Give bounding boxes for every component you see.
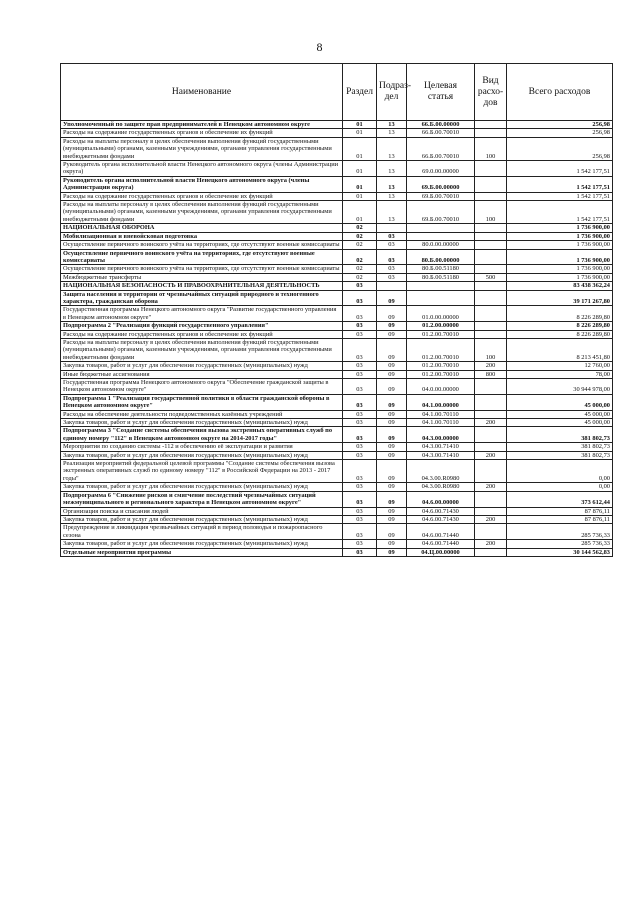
row-name-cell: Предупреждение и ликвидация чрезвычайных ситуаций в период половодья и пожароопасного сезона [61, 524, 343, 540]
table-row [61, 362, 613, 370]
table-row [61, 137, 613, 160]
row-section-cell: 02 [343, 273, 377, 281]
row-kind-cell [475, 507, 507, 515]
row-article-cell: 04.6.00.71440 [407, 540, 475, 548]
row-section-cell: 03 [343, 427, 377, 443]
row-section-cell: 03 [343, 460, 377, 483]
row-kind-cell [475, 460, 507, 483]
row-kind-cell [475, 322, 507, 330]
row-kind-cell: 200 [475, 419, 507, 427]
row-kind-cell [475, 427, 507, 443]
table-row [61, 338, 613, 361]
row-name-cell: Закупка товаров, работ и услуг для обеспечения государственных (муниципальных) нужд [61, 362, 343, 370]
table-row [61, 460, 613, 483]
row-kind-cell: 200 [475, 451, 507, 459]
row-kind-cell [475, 129, 507, 137]
row-article-cell: 69.0.00.00000 [407, 161, 475, 177]
row-section-cell: 03 [343, 290, 377, 306]
row-amount-cell: 1 736 900,00 [507, 273, 613, 281]
row-name-cell: Организация поиска и спасания людей [61, 507, 343, 515]
row-section-cell: 03 [343, 338, 377, 361]
row-kind-cell [475, 524, 507, 540]
row-article-cell: 04.1.00.70110 [407, 410, 475, 418]
row-article-cell: 69.Б.00.70010 [407, 201, 475, 224]
row-section-cell: 03 [343, 548, 377, 556]
row-amount-cell: 78,00 [507, 370, 613, 378]
row-section-cell: 03 [343, 362, 377, 370]
row-article-cell: 01.2.00.70010 [407, 338, 475, 361]
row-kind-cell [475, 443, 507, 451]
row-kind-cell: 200 [475, 515, 507, 523]
row-section-cell: 03 [343, 394, 377, 410]
row-amount-cell: 45 000,00 [507, 394, 613, 410]
table-row [61, 290, 613, 306]
row-article-cell: 04.3.00.71410 [407, 443, 475, 451]
row-amount-cell: 1 542 177,51 [507, 192, 613, 200]
row-article-cell: 66.Б.00.00000 [407, 121, 475, 129]
table-row [61, 249, 613, 265]
row-amount-cell: 39 171 267,80 [507, 290, 613, 306]
row-kind-cell [475, 161, 507, 177]
row-amount-cell: 45 000,00 [507, 410, 613, 418]
column-header-total: Всего расходов [507, 64, 613, 121]
page-number: 8 [316, 40, 323, 54]
row-amount-cell: 1 542 177,51 [507, 201, 613, 224]
budget-table [60, 63, 613, 557]
row-section-cell: 03 [343, 410, 377, 418]
row-section-cell: 01 [343, 201, 377, 224]
row-subsection-cell: 13 [377, 201, 407, 224]
row-amount-cell: 256,98 [507, 129, 613, 137]
table-row [61, 241, 613, 249]
table-row [61, 161, 613, 177]
row-kind-cell: 500 [475, 273, 507, 281]
row-article-cell: 04.3.00.00000 [407, 427, 475, 443]
row-kind-cell [475, 121, 507, 129]
row-name-cell: Государственная программа Ненецкого автономного округа "Развитие государственного управления в Ненецком автономном округе" [61, 306, 343, 322]
row-name-cell: Подпрограмма 1 "Реализация государственной политики в области гражданской обороны в Ненецком автономном округе" [61, 394, 343, 410]
row-subsection-cell: 09 [377, 370, 407, 378]
row-article-cell: 01.2.00.70010 [407, 370, 475, 378]
table-row [61, 394, 613, 410]
row-name-cell: Руководитель органа исполнительной власти Ненецкого автономного округа (члены Администрации округа) [61, 161, 343, 177]
table-row [61, 451, 613, 459]
table-row [61, 443, 613, 451]
row-amount-cell: 1 542 177,51 [507, 176, 613, 192]
row-subsection-cell: 09 [377, 290, 407, 306]
row-amount-cell: 1 736 900,00 [507, 241, 613, 249]
row-article-cell: 66.Б.00.70010 [407, 129, 475, 137]
row-kind-cell: 800 [475, 370, 507, 378]
row-section-cell: 03 [343, 483, 377, 491]
table-row [61, 129, 613, 137]
row-subsection-cell: 09 [377, 491, 407, 507]
row-amount-cell: 1 736 900,00 [507, 249, 613, 265]
table-row [61, 370, 613, 378]
row-subsection-cell: 09 [377, 394, 407, 410]
table-row [61, 282, 613, 290]
row-section-cell: 03 [343, 524, 377, 540]
row-amount-cell: 87 876,11 [507, 507, 613, 515]
row-amount-cell: 45 000,00 [507, 419, 613, 427]
row-kind-cell [475, 265, 507, 273]
row-section-cell: 03 [343, 306, 377, 322]
row-subsection-cell: 03 [377, 232, 407, 240]
row-name-cell: Подпрограмма 6 "Снижение рисков и смягчение последствий чрезвычайных ситуаций межмуниципального и регионального характера в Ненецком автономном округе" [61, 491, 343, 507]
header-row [61, 64, 613, 121]
row-name-cell: Расходы на обеспечение деятельности подведомственных казённых учреждений [61, 410, 343, 418]
row-article-cell: 80.Б.00.51180 [407, 273, 475, 281]
row-amount-cell: 30 944 978,00 [507, 379, 613, 395]
table-row [61, 201, 613, 224]
row-subsection-cell: 13 [377, 129, 407, 137]
row-amount-cell: 381 802,73 [507, 451, 613, 459]
row-name-cell: Руководитель органа исполнительной власти Ненецкого автономного округа (члены Администрации округа) [61, 176, 343, 192]
row-kind-cell [475, 224, 507, 232]
row-section-cell: 02 [343, 232, 377, 240]
row-subsection-cell: 09 [377, 410, 407, 418]
table-row [61, 540, 613, 548]
table-row [61, 419, 613, 427]
table-row [61, 322, 613, 330]
column-header-kind: Вид расхо- дов [475, 64, 507, 121]
row-section-cell: 03 [343, 491, 377, 507]
row-section-cell: 02 [343, 249, 377, 265]
row-kind-cell: 100 [475, 338, 507, 361]
column-header-subsection: Подраз- дел [377, 64, 407, 121]
row-amount-cell: 83 438 362,24 [507, 282, 613, 290]
row-name-cell: Расходы на содержание государственных органов и обеспечение их функций [61, 129, 343, 137]
table-row [61, 515, 613, 523]
row-amount-cell: 285 736,33 [507, 524, 613, 540]
row-article-cell [407, 224, 475, 232]
row-amount-cell: 8 226 289,80 [507, 306, 613, 322]
row-section-cell: 03 [343, 379, 377, 395]
row-amount-cell: 8 213 451,80 [507, 338, 613, 361]
table-row [61, 273, 613, 281]
row-article-cell: 04.6.00.00000 [407, 491, 475, 507]
row-amount-cell: 0,00 [507, 483, 613, 491]
row-article-cell: 04.3.00.71410 [407, 451, 475, 459]
row-subsection-cell: 03 [377, 273, 407, 281]
row-article-cell: 01.2.00.00000 [407, 322, 475, 330]
row-article-cell: 04.0.00.00000 [407, 379, 475, 395]
table-row [61, 491, 613, 507]
row-article-cell: 04.1.00.00000 [407, 394, 475, 410]
row-subsection-cell: 13 [377, 161, 407, 177]
row-subsection-cell: 09 [377, 330, 407, 338]
row-name-cell: Закупка товаров, работ и услуг для обеспечения государственных (муниципальных) нужд [61, 483, 343, 491]
row-article-cell: 66.Б.00.70010 [407, 137, 475, 160]
row-article-cell: 04.Ц.00.00000 [407, 548, 475, 556]
row-amount-cell: 1 736 900,00 [507, 224, 613, 232]
row-name-cell: Межбюджетные трансферты [61, 273, 343, 281]
row-section-cell: 03 [343, 330, 377, 338]
row-article-cell: 69.Б.00.70010 [407, 192, 475, 200]
row-name-cell: Закупка товаров, работ и услуг для обеспечения государственных (муниципальных) нужд [61, 451, 343, 459]
table-row [61, 192, 613, 200]
table-row [61, 548, 613, 556]
row-amount-cell: 381 802,73 [507, 443, 613, 451]
row-kind-cell [475, 548, 507, 556]
row-subsection-cell: 03 [377, 241, 407, 249]
row-name-cell: Закупка товаров, работ и услуг для обеспечения государственных (муниципальных) нужд [61, 515, 343, 523]
row-name-cell: Осуществление первичного воинского учёта на территориях, где отсутствуют военные комиссариаты [61, 241, 343, 249]
column-header-article: Целевая статья [407, 64, 475, 121]
row-subsection-cell: 09 [377, 524, 407, 540]
row-subsection-cell: 09 [377, 548, 407, 556]
table-row [61, 224, 613, 232]
table-row [61, 524, 613, 540]
table-row [61, 507, 613, 515]
row-subsection-cell [377, 282, 407, 290]
row-name-cell: Иные бюджетные ассигнования [61, 370, 343, 378]
row-subsection-cell: 13 [377, 137, 407, 160]
table-row [61, 306, 613, 322]
row-name-cell: Уполномоченный по защите прав предпринимателей в Ненецком автономном округе [61, 121, 343, 129]
row-section-cell: 01 [343, 129, 377, 137]
row-subsection-cell: 13 [377, 121, 407, 129]
row-name-cell: Мероприятия по созданию системы -112 и обеспечению её эксплуатации и развития [61, 443, 343, 451]
row-section-cell: 03 [343, 451, 377, 459]
row-section-cell: 03 [343, 443, 377, 451]
table-row [61, 232, 613, 240]
row-article-cell: 04.1.00.70110 [407, 419, 475, 427]
row-article-cell: 04.6.00.71430 [407, 515, 475, 523]
row-section-cell: 01 [343, 121, 377, 129]
row-kind-cell: 200 [475, 483, 507, 491]
row-section-cell: 02 [343, 241, 377, 249]
row-name-cell: Подпрограмма 3 "Создание системы обеспечения вызова экстренных оперативных служб по единому номеру "112" в Ненецком автономном округе на 2014-2017 годы" [61, 427, 343, 443]
row-kind-cell: 200 [475, 362, 507, 370]
row-name-cell: Расходы на содержание государственных органов и обеспечение их функций [61, 192, 343, 200]
row-section-cell: 01 [343, 161, 377, 177]
row-kind-cell: 100 [475, 201, 507, 224]
row-kind-cell [475, 176, 507, 192]
row-amount-cell: 1 736 900,00 [507, 265, 613, 273]
row-subsection-cell: 09 [377, 379, 407, 395]
row-section-cell: 03 [343, 370, 377, 378]
row-article-cell [407, 282, 475, 290]
column-header-section: Раздел [343, 64, 377, 121]
row-subsection-cell: 09 [377, 322, 407, 330]
row-amount-cell: 1 542 177,51 [507, 161, 613, 177]
row-name-cell: Осуществление первичного воинского учёта на территориях, где отсутствуют военные комиссариаты [61, 265, 343, 273]
row-name-cell: Расходы на выплаты персоналу в целях обеспечения выполнения функций государственными (муниципальными) органами, казенными учреждениями, органами управления государственными внебюджетными фондами [61, 338, 343, 361]
row-article-cell: 04.6.00.71440 [407, 524, 475, 540]
row-article-cell: 04.3.00.R0980 [407, 460, 475, 483]
row-subsection-cell: 09 [377, 451, 407, 459]
row-article-cell: 01.2.00.70010 [407, 330, 475, 338]
row-kind-cell [475, 241, 507, 249]
row-amount-cell: 0,00 [507, 460, 613, 483]
row-section-cell: 01 [343, 137, 377, 160]
row-amount-cell: 256,98 [507, 137, 613, 160]
row-kind-cell [475, 232, 507, 240]
row-subsection-cell: 09 [377, 515, 407, 523]
row-kind-cell [475, 379, 507, 395]
column-header-name: Наименование [61, 64, 343, 121]
row-article-cell: 04.3.00.R0980 [407, 483, 475, 491]
row-amount-cell: 8 226 289,80 [507, 330, 613, 338]
row-subsection-cell: 09 [377, 507, 407, 515]
table-row [61, 427, 613, 443]
row-amount-cell: 8 226 289,80 [507, 322, 613, 330]
table-row [61, 330, 613, 338]
budget-rows [61, 121, 613, 557]
row-kind-cell [475, 249, 507, 265]
row-name-cell: Расходы на выплаты персоналу в целях обеспечения выполнения функций государственными (муниципальными) органами, казенными учреждениями, органами управления государственными внебюджетными фондами [61, 201, 343, 224]
row-article-cell [407, 232, 475, 240]
row-name-cell: Осуществление первичного воинского учёта на территориях, где отсутствуют военные комиссариаты [61, 249, 343, 265]
row-kind-cell [475, 410, 507, 418]
row-article-cell: 04.6.00.71430 [407, 507, 475, 515]
row-amount-cell: 381 802,73 [507, 427, 613, 443]
row-subsection-cell: 09 [377, 427, 407, 443]
row-amount-cell: 30 144 562,83 [507, 548, 613, 556]
row-kind-cell [475, 282, 507, 290]
row-article-cell: 80.0.00.00000 [407, 241, 475, 249]
row-subsection-cell: 03 [377, 265, 407, 273]
row-name-cell: Реализация мероприятий федеральной целевой программы "Создание системы обеспечения вызова экстренных оперативных служб по единому номеру "112" в Российской Федерации на 2013 - 2017 годы" [61, 460, 343, 483]
row-kind-cell: 200 [475, 540, 507, 548]
row-amount-cell: 12 760,00 [507, 362, 613, 370]
row-amount-cell: 373 612,44 [507, 491, 613, 507]
row-subsection-cell: 13 [377, 192, 407, 200]
row-subsection-cell: 09 [377, 306, 407, 322]
row-name-cell: Расходы на содержание государственных органов и обеспечение их функций [61, 330, 343, 338]
row-section-cell: 03 [343, 515, 377, 523]
row-name-cell: НАЦИОНАЛЬНАЯ ОБОРОНА [61, 224, 343, 232]
row-subsection-cell: 13 [377, 176, 407, 192]
row-name-cell: Подпрограмма 2 "Реализация функций государственного управления" [61, 322, 343, 330]
table-row [61, 410, 613, 418]
row-kind-cell [475, 306, 507, 322]
row-name-cell: Мобилизационная и вневойсковая подготовка [61, 232, 343, 240]
row-name-cell: Закупка товаров, работ и услуг для обеспечения государственных (муниципальных) нужд [61, 540, 343, 548]
row-subsection-cell: 03 [377, 249, 407, 265]
row-subsection-cell: 09 [377, 338, 407, 361]
table-row [61, 121, 613, 129]
table-row [61, 379, 613, 395]
row-kind-cell [475, 192, 507, 200]
row-section-cell: 02 [343, 224, 377, 232]
row-section-cell: 03 [343, 322, 377, 330]
row-subsection-cell: 09 [377, 483, 407, 491]
row-subsection-cell: 09 [377, 443, 407, 451]
row-amount-cell: 1 736 900,00 [507, 232, 613, 240]
row-article-cell [407, 290, 475, 306]
row-section-cell: 01 [343, 176, 377, 192]
row-subsection-cell: 09 [377, 540, 407, 548]
row-amount-cell: 285 736,33 [507, 540, 613, 548]
row-article-cell: 80.Б.00.00000 [407, 249, 475, 265]
table-row [61, 483, 613, 491]
row-section-cell: 01 [343, 192, 377, 200]
row-subsection-cell: 09 [377, 362, 407, 370]
row-kind-cell: 100 [475, 137, 507, 160]
row-section-cell: 02 [343, 265, 377, 273]
row-amount-cell: 87 876,11 [507, 515, 613, 523]
row-article-cell: 01.0.00.00000 [407, 306, 475, 322]
row-article-cell: 80.Б.00.51180 [407, 265, 475, 273]
row-article-cell: 69.Б.00.00000 [407, 176, 475, 192]
row-section-cell: 03 [343, 507, 377, 515]
row-subsection-cell: 09 [377, 460, 407, 483]
row-kind-cell [475, 290, 507, 306]
row-subsection-cell [377, 224, 407, 232]
row-name-cell: НАЦИОНАЛЬНАЯ БЕЗОПАСНОСТЬ И ПРАВООХРАНИТЕЛЬНАЯ ДЕЯТЕЛЬНОСТЬ [61, 282, 343, 290]
row-section-cell: 03 [343, 282, 377, 290]
row-kind-cell [475, 394, 507, 410]
table-row [61, 176, 613, 192]
row-kind-cell [475, 491, 507, 507]
table-row [61, 265, 613, 273]
row-section-cell: 03 [343, 419, 377, 427]
row-article-cell: 01.2.00.70010 [407, 362, 475, 370]
row-name-cell: Расходы на выплаты персоналу в целях обеспечения выполнения функций государственными (муниципальными) органами, казенными учреждениями, органами управления государственными внебюджетными фондами [61, 137, 343, 160]
row-name-cell: Отдельные мероприятия программы [61, 548, 343, 556]
row-section-cell: 03 [343, 540, 377, 548]
row-amount-cell: 256,98 [507, 121, 613, 129]
row-subsection-cell: 09 [377, 419, 407, 427]
row-kind-cell [475, 330, 507, 338]
row-name-cell: Государственная программа Ненецкого автономного округа "Обеспечение гражданской защиты в Ненецком автономном округе" [61, 379, 343, 395]
row-name-cell: Защита населения и территории от чрезвычайных ситуаций природного и техногенного характера, гражданская оборона [61, 290, 343, 306]
row-name-cell: Закупка товаров, работ и услуг для обеспечения государственных (муниципальных) нужд [61, 419, 343, 427]
